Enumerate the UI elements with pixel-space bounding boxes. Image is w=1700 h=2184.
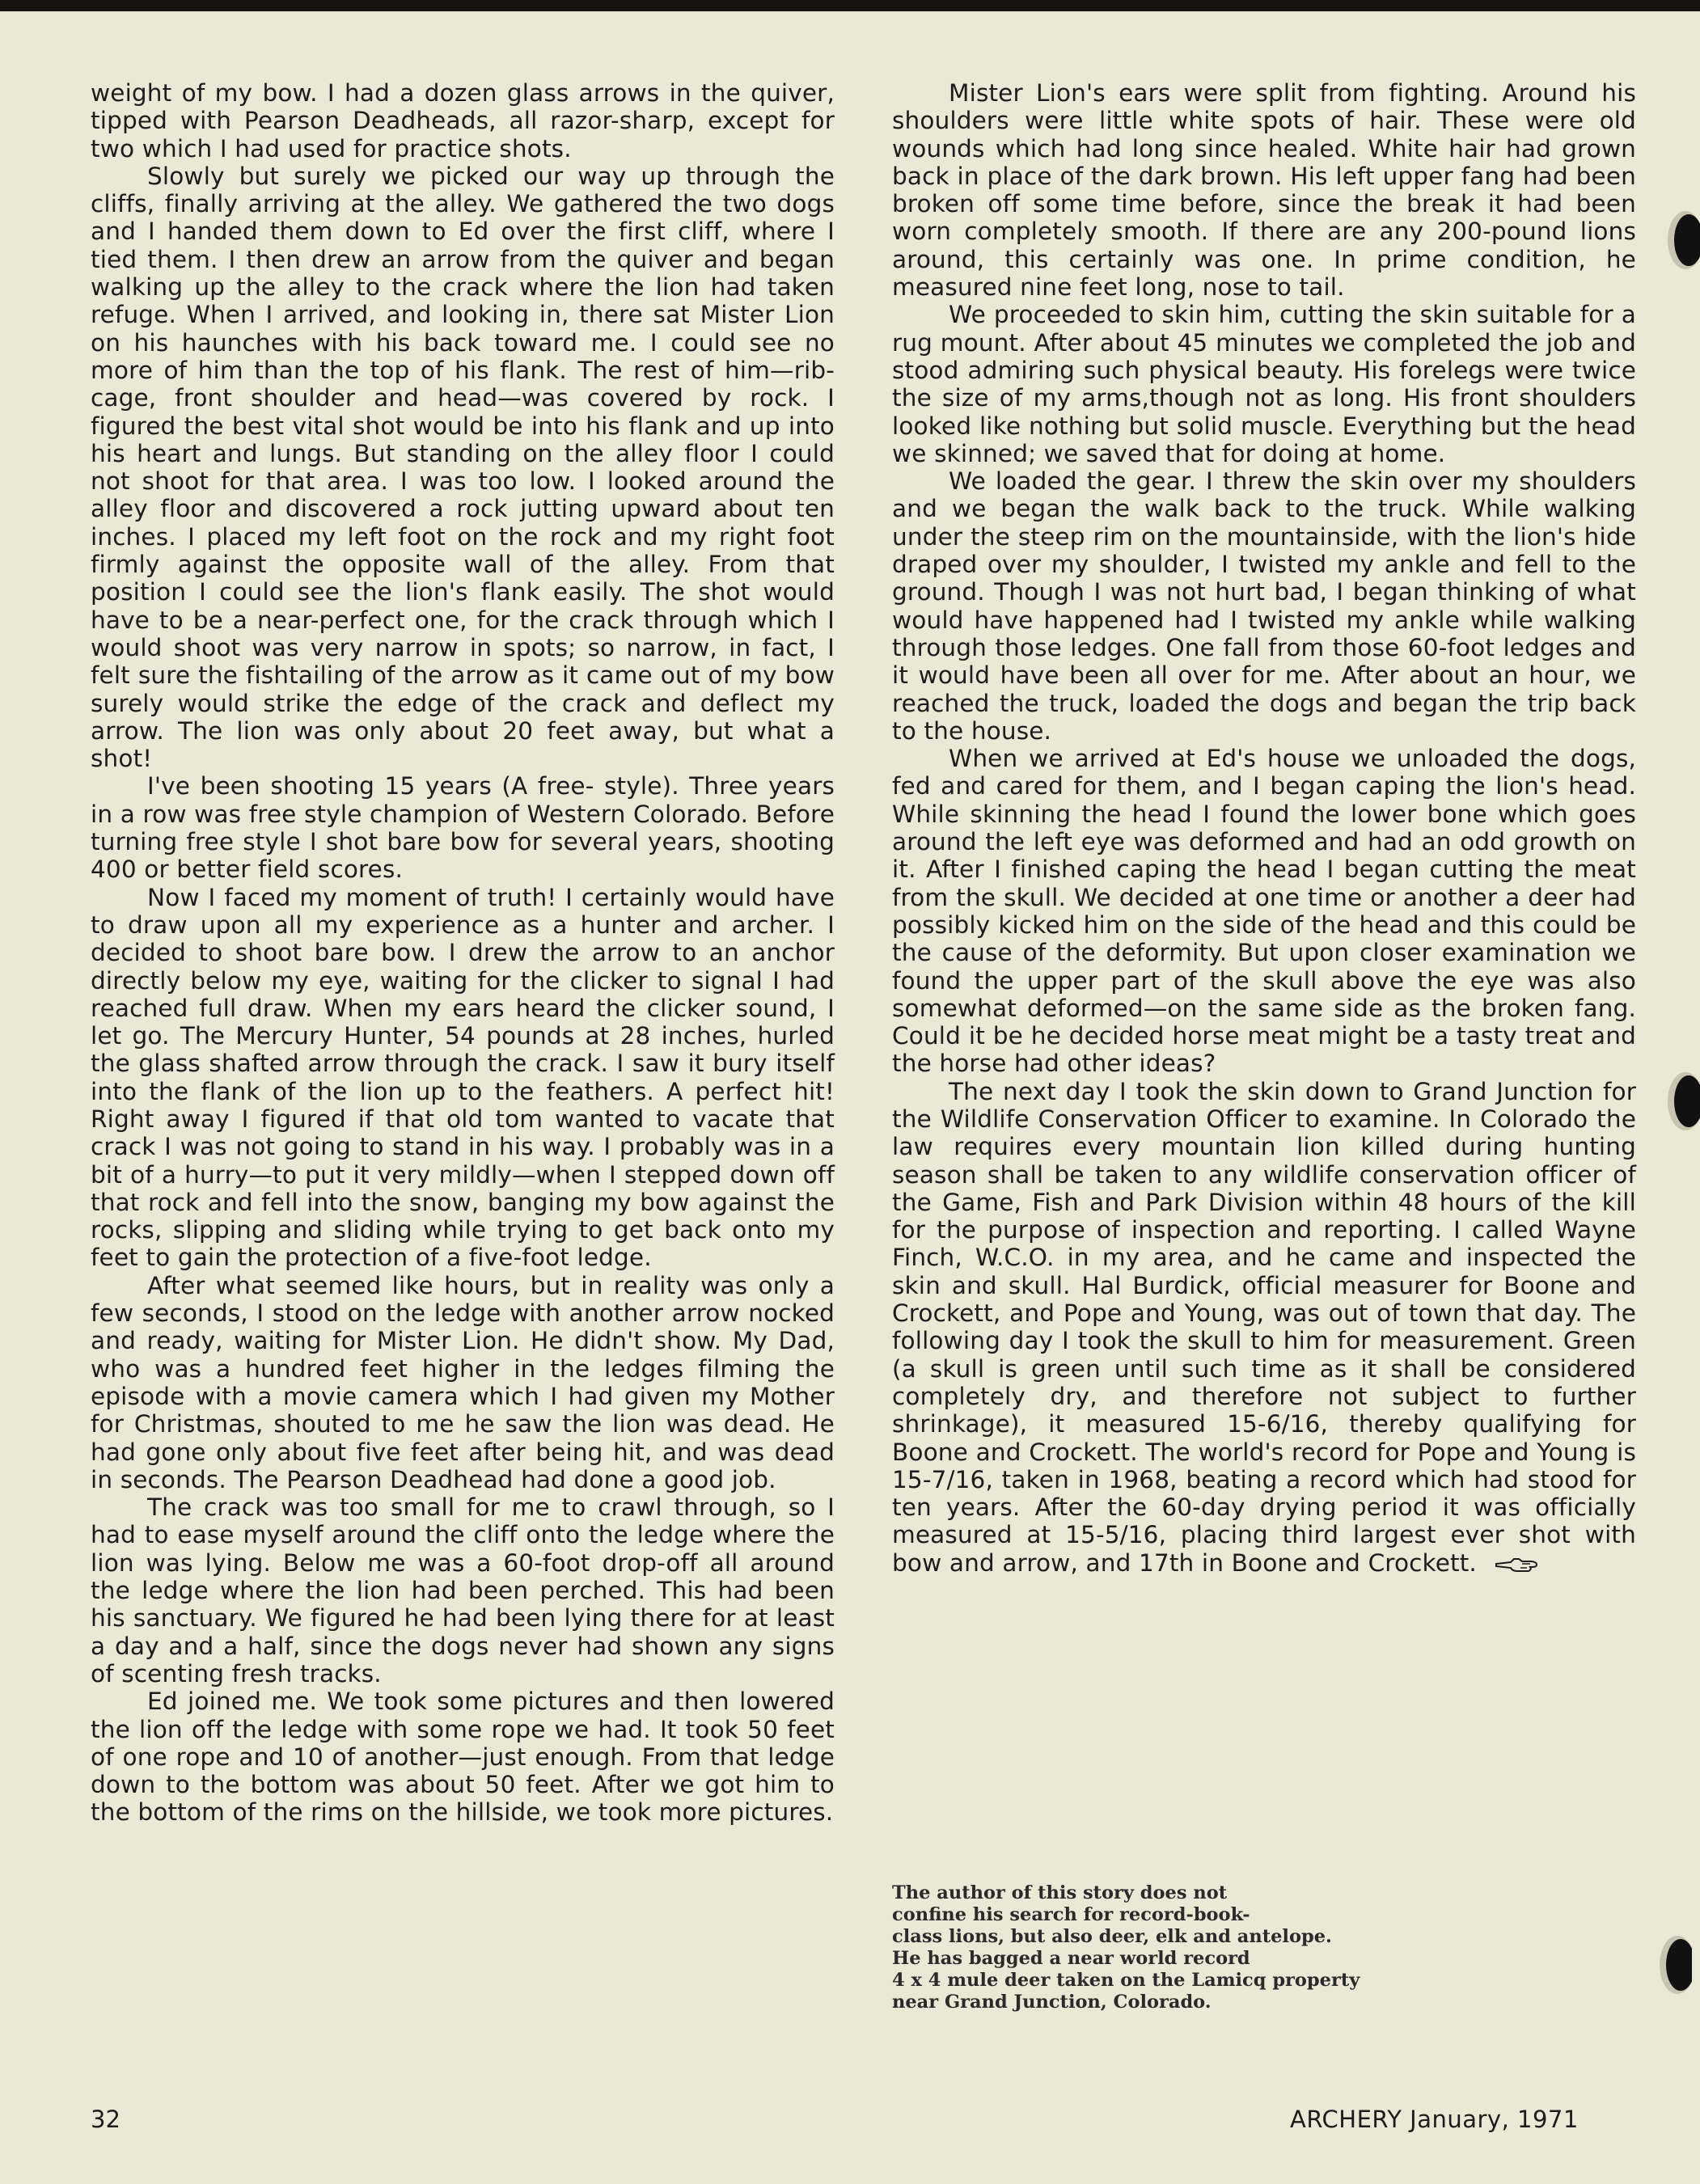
author-note-line: 4 x 4 mule deer taken on the Lamicq property: [892, 1970, 1360, 1991]
paragraph: Now I faced my moment of truth! I certainly would have to draw upon all my experience as a hunter and archer. I decided to shoot bare bow. I drew the arrow to an anchor directly below my eye, waiting for the clicker to signal I had reached full draw. When my ears heard the clicker sound, I let go. The Mercury Hunter, 54 pounds at 28 inches, hurled the glass shafted arrow through the crack. I saw it bury itself into the flank of the lion up to the feathers. A perfect hit! Right away I figured if that old tom wanted to vacate that crack I was not going to stand in his way. I probably was in a bit of a hurry—to put it very mildly—when I stepped down off that rock and fell into the snow, banging my bow against the rocks, slipping and sliding while trying to get back onto my feet to gain the protection of a five-foot ledge.: [91, 883, 835, 1272]
punch-hole-icon: [1658, 206, 1700, 274]
author-note-line: confine his search for record-book-: [892, 1904, 1250, 1925]
paragraph: Mister Lion's ears were split from fighting. Around his shoulders were little white spots of hair. These were old wounds which had long since healed. White hair had grown back in place of the dark brown. His left upper fang had been broken off some time before, since the break it had been worn completely smooth. If there are any 200-pound lions around, this certainly was one. In prime condition, he measured nine feet long, nose to tail.: [892, 79, 1636, 302]
author-note: [892, 1882, 1474, 2013]
author-note-line: class lions, but also deer, elk and antelope.: [892, 1926, 1332, 1947]
author-note-line: The author of this story does not: [892, 1882, 1228, 1903]
paragraph: We loaded the gear. I threw the skin over my shoulders and we began the walk back to the truck. While walking under the steep rim on the mountainside, with the lion's hide draped over my shoulder, I twisted my ankle and fell to the ground. Though I was not hurt bad, I began thinking of what would have happened had I twisted my ankle while walking through those ledges. One fall from those 60-foot ledges and it would have been all over for me. After about an hour, we reached the truck, loaded the dogs and began the trip back to the house.: [892, 467, 1636, 745]
author-note-line: near Grand Junction, Colorado.: [892, 1992, 1212, 2013]
author-note-line: He has bagged a near world record: [892, 1948, 1250, 1969]
punch-hole-icon: [1658, 1067, 1700, 1135]
page-number: 32: [91, 2106, 121, 2133]
paragraph: weight of my bow. I had a dozen glass arrows in the quiver, tipped with Pearson Deadheads, all razor-sharp, except for two which I had used for practice shots.: [91, 79, 835, 163]
pointing-hand-icon: [1495, 1555, 1541, 1574]
paragraph-text: The next day I took the skin down to Grand Junction for the Wildlife Conservation Officer to examine. In Colorado the law requires every mountain lion killed during hunting season shall be taken to any wildlife conservation officer of the Game, Fish and Park Division within 48 hours of the kill for the purpose of inspection and reporting. I called Wayne Finch, W.C.O. in my area, and he came and inspected the skin and skull. Hal Burdick, official measurer for Boone and Crockett, and Pope and Young, was out of town that day. The following day I took the skull to him for measurement. Green (a skull is green until such time as it shall be considered completely dry, and therefore not subject to further shrinkage), it measured 15-6/16, thereby qualifying for Boone and Crockett. The world's record for Pope and Young is 15-7/16, taken in 1968, beating a record which had stood for ten years. After the 60-day drying period it was officially measured at 15-5/16, placing third largest ever shot with bow and arrow, and 17th in Boone and Crockett.: [892, 1077, 1636, 1577]
paragraph: I've been shooting 15 years (A free- style). Three years in a row was free style champion of Western Colorado. Before turning free style I shot bare bow for several years, shooting 400 or better field scores.: [91, 772, 835, 884]
paragraph: We proceeded to skin him, cutting the skin suitable for a rug mount. After about 45 minutes we completed the job and stood admiring such physical beauty. His forelegs were twice the size of my arms,though not as long. His front shoulders looked like nothing but solid muscle. Everything but the head we skinned; we saved that for doing at home.: [892, 301, 1636, 467]
paragraph: The crack was too small for me to crawl through, so I had to ease myself around the cliff onto the ledge where the lion was lying. Below me was a 60-foot drop-off all around the ledge where the lion had been perched. This had been his sanctuary. We figured he had been lying there for at least a day and a half, since the dogs never had shown any signs of scenting fresh tracks.: [91, 1493, 835, 1688]
paragraph: Ed joined me. We took some pictures and then lowered the lion off the ledge with some rope we had. It took 50 feet of one rope and 10 of another—just enough. From that ledge down to the bottom was about 50 feet. After we got him to the bottom of the rims on the hillside, we took more pictures.: [91, 1688, 835, 1827]
scan-top-edge: [0, 0, 1700, 11]
paragraph: When we arrived at Ed's house we unloaded the dogs, fed and cared for them, and I began caping the lion's head. While skinning the head I found the lower bone which goes around the left eye was deformed and had an odd growth on it. After I finished caping the head I began cutting the meat from the skull. We decided at one time or another a deer had possibly kicked him on the side of the head and this could be the cause of the deformity. But upon closer examination we found the upper part of the skull above the eye was also somewhat deformed—on the same side as the broken fang. Could it be he decided horse meat might be a tasty treat and the horse had other ideas?: [892, 745, 1636, 1078]
article-left-column: [91, 79, 835, 1827]
running-footer: ARCHERY January, 1971: [1290, 2106, 1579, 2133]
paragraph: After what seemed like hours, but in reality was only a few seconds, I stood on the ledge with another arrow nocked and ready, waiting for Mister Lion. He didn't show. My Dad, who was a hundred feet higher in the ledges filming the episode with a movie camera which I had given my Mother for Christmas, shouted to me he saw the lion was dead. He had gone only about five feet after being hit, and was dead in seconds. The Pearson Deadhead had done a good job.: [91, 1271, 835, 1493]
paragraph: Slowly but surely we picked our way up through the cliffs, finally arriving at the alley. We gathered the two dogs and I handed them down to Ed over the first cliff, where I tied them. I then drew an arrow from the quiver and began walking up the alley to the crack where the lion had taken refuge. When I arrived, and looking in, there sat Mister Lion on his haunches with his back toward me. I could see no more of him than the top of his flank. The rest of him—rib-cage, front shoulder and head—was covered by rock. I figured the best vital shot would be into his flank and up into his heart and lungs. But standing on the alley floor I could not shoot for that area. I was too low. I looked around the alley floor and discovered a rock jutting upward about ten inches. I placed my left foot on the rock and my right foot firmly against the opposite wall of the alley. From that position I could see the lion's flank easily. The shot would have to be a near-perfect one, for the crack through which I would shoot was very narrow in spots; so narrow, in fact, I felt sure the fishtailing of the arrow as it came out of my bow surely would strike the edge of the crack and deflect my arrow. The lion was only about 20 feet away, but what a shot!: [91, 162, 835, 773]
article-right-column: [892, 79, 1636, 1577]
paragraph-final: [892, 1078, 1636, 1577]
punch-hole-icon: [1650, 1931, 1692, 1999]
